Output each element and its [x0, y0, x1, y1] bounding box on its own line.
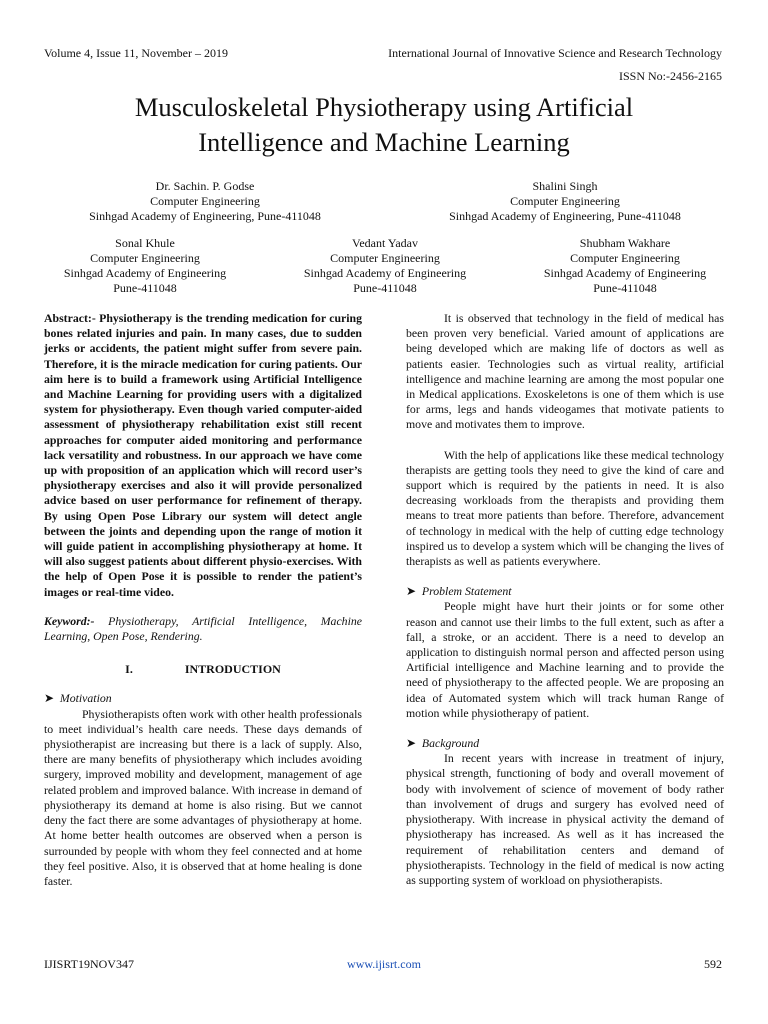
section-number: I. — [125, 662, 133, 677]
problem-statement-paragraph: People might have hurt their joints or for some other reason and cannot use their limbs to the full extent, such as after a fall, a stroke, or an accident. There is a need to develop an application to distinguish normal person and affected person using Artificial intelligence and Machine learning and to provide the need of physiotherapy to the affected people. We are proposing an idea of Automated system which will track human Range of motion while physiotherapy of patient. — [406, 599, 724, 720]
author-block — [520, 236, 730, 296]
author-city: Pune-411048 — [353, 281, 417, 295]
author-city: Pune-411048 — [593, 281, 657, 295]
author-block — [40, 236, 250, 296]
motivation-heading — [44, 691, 362, 706]
background-heading-text: Background — [421, 736, 480, 751]
author-inst: Sinhgad Academy of Engineering — [63, 266, 227, 280]
author-name: Shalini Singh — [532, 179, 598, 193]
background-paragraph: In recent years with increase in treatment of injury, physical strength, functioning of body and overall movement of body with involvement of science of movement of body rather than involvement of drugs and surgery has evolved need of physiotherapy. With increase in physical activity the demand of physiotherapy has increased. As well as it has increased the requirement of rehabilitation centers and demand of physiotherapists. Technology in the field of medical is now acting as supporting system of workload on physiotherapists. — [406, 751, 724, 887]
keywords-text: Physiotherapy, Artificial Intelligence, Machine Learning, Open Pose, Rendering. — [44, 613, 362, 644]
page-number: 592 — [704, 957, 722, 971]
author-dept: Computer Engineering — [90, 251, 200, 265]
author-block — [280, 236, 490, 296]
keywords — [44, 614, 362, 644]
problem-statement-heading — [406, 584, 724, 599]
author-dept: Computer Engineering — [150, 194, 260, 208]
author-inst: Sinhgad Academy of Engineering, Pune-411048 — [449, 209, 681, 223]
keywords-label: Keyword:- — [44, 613, 95, 628]
left-column — [44, 311, 362, 889]
arrow-bullet-icon: ➤ — [406, 736, 416, 751]
author-dept: Computer Engineering — [510, 194, 620, 208]
author-inst: Sinhgad Academy of Engineering, Pune-411048 — [89, 209, 321, 223]
website-link[interactable]: www.ijisrt.com — [347, 957, 421, 971]
author-city: Pune-411048 — [113, 281, 177, 295]
footer-website — [0, 957, 768, 972]
motivation-heading-text: Motivation — [59, 691, 112, 706]
paragraph: With the help of applications like these medical technology therapists are getting tools they need to give the kind of care and support which is required by the patients in need. It is also decreasing workloads from the therapists and providing them means to treat more patients than before. Therefore, advancement of technology in medical with the help of cutting edge technology inspired us to develop a system which will be changing the lives of therapists as well as patients everywhere. — [406, 447, 724, 569]
journal-name: International Journal of Innovative Science and Research Technology — [388, 46, 722, 60]
problem-heading-text: Problem Statement — [421, 584, 512, 599]
author-dept: Computer Engineering — [330, 251, 440, 265]
paragraph: It is observed that technology in the field of medical has been proven very beneficial. Varied amount of applications are being developed which are making life of doctors as well as patients easier. Technologies such as virtual reality, artificial intelligence and machine learning are among the most popular one in Medical applications. Exoskeletons is one of them which is use for arms, legs and hands videogames that motivate patients to move and motivates them to improve. — [406, 311, 724, 432]
author-block — [420, 179, 710, 224]
author-inst: Sinhgad Academy of Engineering — [543, 266, 707, 280]
author-name: Dr. Sachin. P. Godse — [155, 179, 255, 193]
author-block — [60, 179, 350, 224]
motivation-paragraph: Physiotherapists often work with other health professionals to meet individual’s health care needs. These days demands of physiotherapist are increasing but there is a lack of supply. Also, there are many benefits of physiotherapy which includes avoiding surgery, improved mobility and development, management of age related problem and improved balance. With increase in demand of physiotherapy its demand at home is also rising. But we cannot deny the fact there are some advantages of physiotherapy at home. At home better health outcomes are observed when a person is surrounded by people with whom they feel connected and at home they feel positive. Also, it is observed that at home healing is done faster. — [44, 706, 362, 888]
author-name: Vedant Yadav — [352, 236, 418, 250]
abstract: Abstract:- Physiotherapy is the trending medication for curing bones related injuries and pain. In many cases, due to sudden jerks or accidents, the patient might suffer from severe pain. Therefore, it is the miracle medication for curing patients. Our aim here is to build a framework using Artificial Intelligence and Machine Learning for providing users with a digitalized system for physiotherapy. Even though varied computer-aided assessment of physiotherapy rehabilitation exist still recent approaches for computer aided monitoring and performance lack versatility and robustness. In our approach we have come up with proposition of an application which will record user’s physiotherapy exercises and also it will provide personalized advice based on user performance for refinement of therapy. By using Open Pose Library our system will detect angle between the joints and depending upon the range of motion it will guide patient in accomplishing physiotherapy at home. It will also suggest patients about different physio-exercises. With the help of Open Pose it is possible to render the patient’s images or real-time video. — [44, 311, 362, 599]
journal-volume: Volume 4, Issue 11, November – 2019 — [44, 46, 228, 60]
author-dept: Computer Engineering — [570, 251, 680, 265]
author-inst: Sinhgad Academy of Engineering — [303, 266, 467, 280]
title-line-1: Musculoskeletal Physiotherapy using Artificial — [134, 92, 634, 122]
paper-title — [60, 90, 708, 160]
issn: ISSN No:-2456-2165 — [618, 69, 722, 83]
arrow-bullet-icon: ➤ — [44, 691, 54, 706]
section-title: INTRODUCTION — [184, 662, 281, 677]
footer-paper-id: IJISRT19NOV347 — [44, 957, 134, 971]
arrow-bullet-icon: ➤ — [406, 584, 416, 599]
title-line-2: Intelligence and Machine Learning — [198, 127, 570, 157]
background-heading — [406, 736, 724, 751]
author-name: Sonal Khule — [115, 236, 175, 250]
right-column — [406, 311, 724, 888]
section-heading-introduction — [44, 662, 362, 677]
author-name: Shubham Wakhare — [579, 236, 671, 250]
